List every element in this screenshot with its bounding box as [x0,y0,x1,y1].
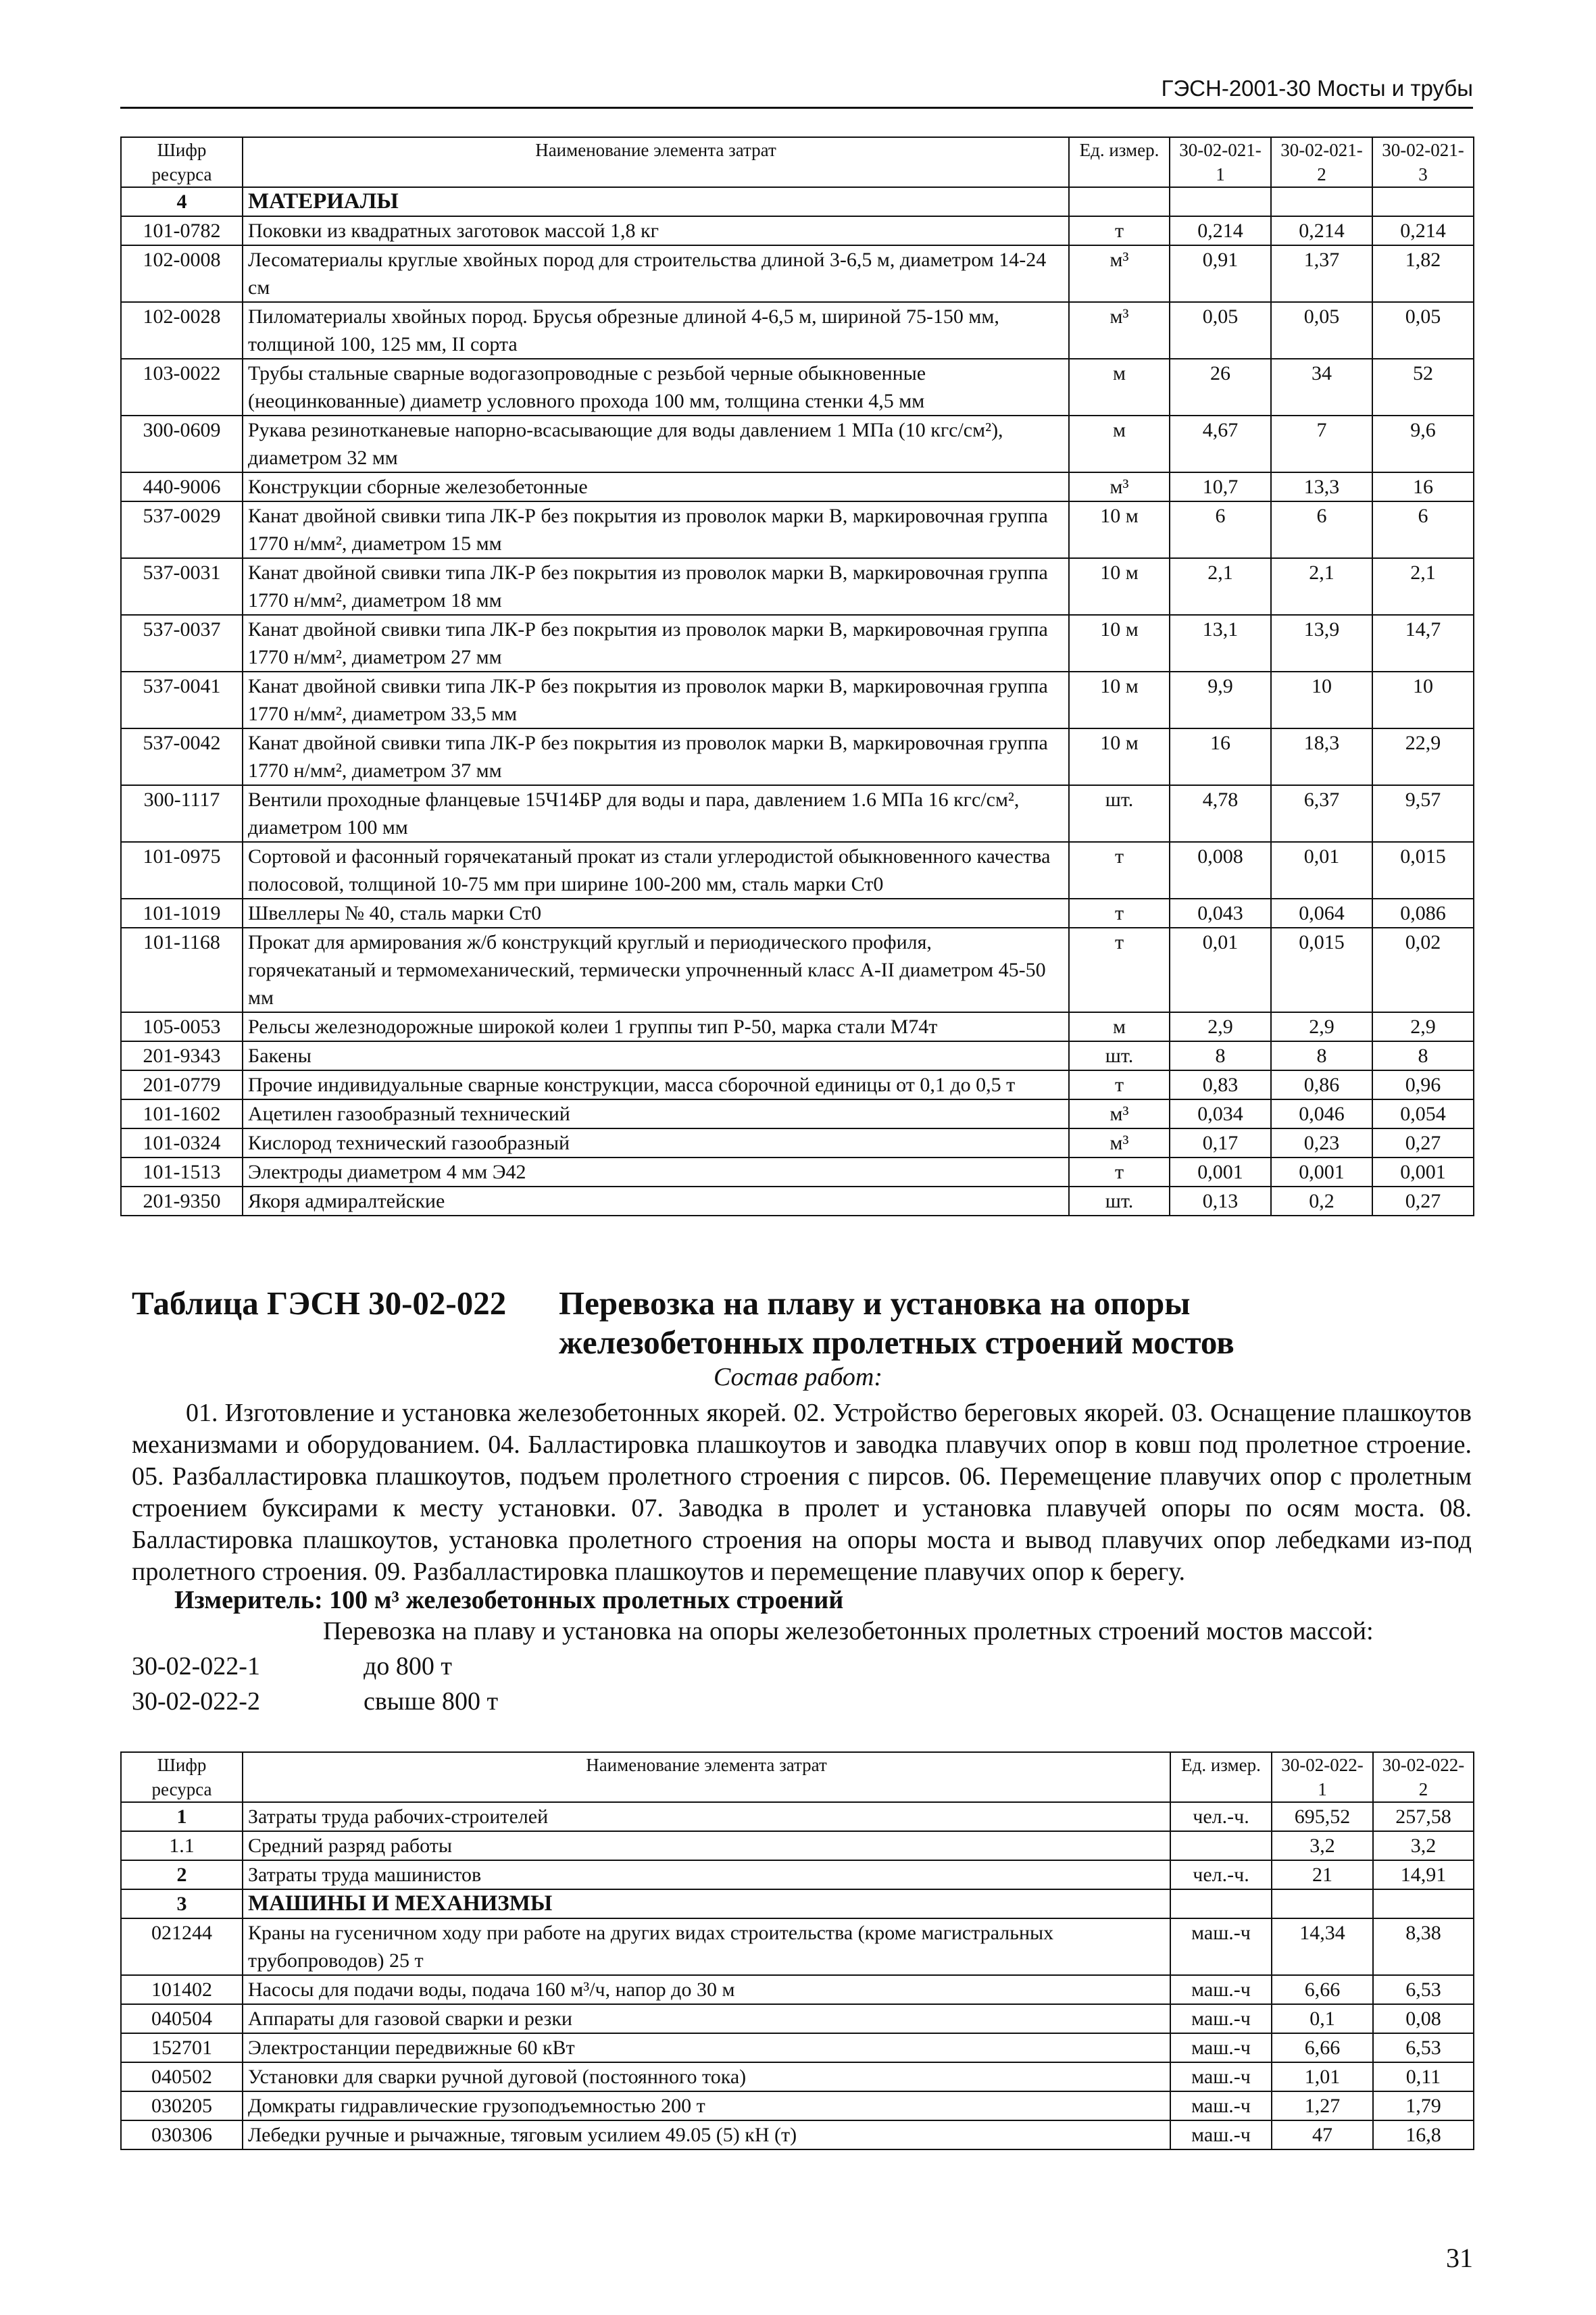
col-name-header: Наименование элемента затрат [243,1752,1170,1802]
cell-v1: 6 [1170,501,1271,558]
cell-name: Пиломатериалы хвойных пород. Брусья обрезные длиной 4-6,5 м, шириной 75-150 мм, толщиной 100, 125 мм, II сорта [243,302,1069,359]
cell-code: 101402 [121,1975,243,2004]
cell-v3: 0,086 [1372,899,1474,928]
cell-v2 [1271,187,1372,216]
cell-unit: шт. [1069,785,1170,842]
cell-name: Электроды диаметром 4 мм Э42 [243,1158,1069,1187]
page-number: 31 [1446,2243,1473,2273]
cell-name: Рельсы железнодорожные широкой колеи 1 группы тип Р-50, марка стали М74т [243,1012,1069,1041]
table-title: Перевозка на плаву и установка на опоры железобетонных пролетных строений мостов [559,1285,1235,1361]
cell-v2: 10 [1271,672,1372,728]
cell-code: 101-1513 [121,1158,243,1187]
cell-v2: 8,38 [1373,1918,1474,1975]
cell-code: 102-0028 [121,302,243,359]
cell-unit: маш.-ч [1170,2120,1272,2149]
cell-unit: т [1069,216,1170,245]
table-label: Таблица ГЭСН 30-02-022 [132,1285,507,1322]
cell-v1: 13,1 [1170,615,1271,672]
cell-unit: маш.-ч [1170,2062,1272,2091]
cell-v2: 0,015 [1271,928,1372,1012]
cell-unit: 10 м [1069,728,1170,785]
cell-code: 101-0324 [121,1128,243,1158]
cell-v2: 0,86 [1271,1070,1372,1099]
cell-name: Установки для сварки ручной дуговой (постоянного тока) [243,2062,1170,2091]
header-rule [120,107,1473,109]
cell-name: Вентили проходные фланцевые 15Ч14БР для воды и пара, давлением 1.6 МПа 16 кгс/см², диаметром 100 мм [243,785,1069,842]
cell-code: 040502 [121,2062,243,2091]
cell-v2: 0,05 [1271,302,1372,359]
cell-v1: 8 [1170,1041,1271,1070]
table-row [121,558,1474,615]
variant-code: 30-02-022-1 [132,1652,260,1681]
cell-v2: 0,064 [1271,899,1372,928]
variants-intro: Перевозка на плаву и установка на опоры железобетонных пролетных строений мостов массой: [323,1617,1374,1645]
cell-v3: 0,05 [1372,302,1474,359]
cell-name: Лебедки ручные и рычажные, тяговым усилием 49.05 (5) кН (т) [243,2120,1170,2149]
table-row [121,2033,1474,2062]
cell-v3: 2,1 [1372,558,1474,615]
cell-name: Канат двойной свивки типа ЛК-Р без покрытия из проволок марки В, маркировочная группа 1770 н/мм², диаметром 18 мм [243,558,1069,615]
cell-v2: 0,01 [1271,842,1372,899]
cell-v2: 0,11 [1373,2062,1474,2091]
cell-v1: 0,214 [1170,216,1271,245]
table-row [121,359,1474,416]
works-description: 01. Изготовление и установка железобетонных якорей. 02. Устройство береговых якорей. 03. Оснащение плашкоутов механизмами и оборудованием. 04. Балластировка плашкоутов и заводка плавучих опор в ковш под пролетное строение. 05. Разбалластировка плашкоутов, подъем пролетного строения с пирсов. 06. Перемещение плавучих опор с пролетным строением буксирами к месту установки. 07. Заводка в пролет и установка плавучей опоры по осям моста. 08. Балластировка плашкоутов, установка пролетного строения на опоры моста и вывод плавучих опор лебедками из-под пролетного строения. 09. Разбалластировка плашкоутов и перемещение плавучих опор к берегу. [132,1399,1472,1586]
cell-v1: 0,043 [1170,899,1271,928]
cell-code: 101-0975 [121,842,243,899]
cell-v3: 16 [1372,472,1474,501]
cell-v1: 47 [1272,2120,1373,2149]
cell-v3: 9,6 [1372,416,1474,472]
table-row [121,1012,1474,1041]
cell-unit [1170,1889,1272,1918]
table-row [121,1099,1474,1128]
cell-v2: 34 [1271,359,1372,416]
cell-v2: 16,8 [1373,2120,1474,2149]
cell-code: 101-1602 [121,1099,243,1128]
variant-code: 30-02-022-2 [132,1687,260,1716]
cell-code: 440-9006 [121,472,243,501]
col-v2-header: 30-02-021-2 [1271,137,1372,187]
cell-code: 2 [121,1860,243,1889]
cell-v2: 1,79 [1373,2091,1474,2120]
table-row [121,216,1474,245]
cell-unit: маш.-ч [1170,2033,1272,2062]
table-row [121,302,1474,359]
cell-v1: 2,1 [1170,558,1271,615]
table-row [121,1158,1474,1187]
cell-name: Средний разряд работы [243,1831,1170,1860]
cell-code: 201-9343 [121,1041,243,1070]
cell-v2: 18,3 [1271,728,1372,785]
col-unit-header: Ед. измер. [1069,137,1170,187]
cell-v3: 0,015 [1372,842,1474,899]
cell-v3 [1372,187,1474,216]
cell-v2: 0,08 [1373,2004,1474,2033]
cell-v3: 0,001 [1372,1158,1474,1187]
table-row [121,1860,1474,1889]
cell-v1: 0,1 [1272,2004,1373,2033]
section-row [121,187,1474,216]
resources-table [120,1751,1474,2150]
cell-code: 102-0008 [121,245,243,302]
table-header-row [121,137,1474,187]
measure-unit: Измеритель: 100 м³ железобетонных пролетных строений [174,1586,844,1614]
cell-v1 [1170,187,1271,216]
cell-v3: 0,02 [1372,928,1474,1012]
cell-code: 021244 [121,1918,243,1975]
cell-v1: 9,9 [1170,672,1271,728]
cell-code: 300-0609 [121,416,243,472]
cell-name: Канат двойной свивки типа ЛК-Р без покрытия из проволок марки В, маркировочная группа 1770 н/мм², диаметром 33,5 мм [243,672,1069,728]
table-row [121,2120,1474,2149]
table-header-row [121,1752,1474,1802]
col-name-header: Наименование элемента затрат [243,137,1069,187]
table-row [121,245,1474,302]
cell-code: 537-0037 [121,615,243,672]
table-row [121,1802,1474,1831]
cell-unit: чел.-ч. [1170,1802,1272,1831]
cell-name: Аппараты для газовой сварки и резки [243,2004,1170,2033]
cell-v2: 0,214 [1271,216,1372,245]
cell-unit: шт. [1069,1187,1170,1216]
section-row [121,1889,1474,1918]
variant-desc: свыше 800 т [364,1687,499,1716]
cell-code: 3 [121,1889,243,1918]
cell-unit: м³ [1069,1128,1170,1158]
table-row [121,1831,1474,1860]
cell-code: 4 [121,187,243,216]
cell-v2: 6,53 [1373,1975,1474,2004]
cell-v1: 0,01 [1170,928,1271,1012]
cell-code: 537-0041 [121,672,243,728]
cell-unit [1069,187,1170,216]
cell-name: МАШИНЫ И МЕХАНИЗМЫ [243,1889,1170,1918]
cell-unit: т [1069,899,1170,928]
table-row [121,2004,1474,2033]
materials-table [120,136,1474,1216]
cell-code: 537-0031 [121,558,243,615]
cell-v2: 0,2 [1271,1187,1372,1216]
cell-code: 030306 [121,2120,243,2149]
cell-v2: 8 [1271,1041,1372,1070]
col-v1-header: 30-02-022-1 [1272,1752,1373,1802]
cell-name: Домкраты гидравлические грузоподъемностью 200 т [243,2091,1170,2120]
cell-v3: 0,214 [1372,216,1474,245]
cell-v2: 13,9 [1271,615,1372,672]
cell-name: МАТЕРИАЛЫ [243,187,1069,216]
col-code-header: Шифр ресурса [121,137,243,187]
table-row [121,728,1474,785]
table-row [121,1918,1474,1975]
cell-v2: 7 [1271,416,1372,472]
cell-v3: 9,57 [1372,785,1474,842]
table-row [121,785,1474,842]
table-row [121,1041,1474,1070]
cell-code: 105-0053 [121,1012,243,1041]
variant-desc: до 800 т [364,1652,452,1681]
cell-name: Ацетилен газообразный технический [243,1099,1069,1128]
table-row [121,1070,1474,1099]
cell-v2: 13,3 [1271,472,1372,501]
cell-unit: шт. [1069,1041,1170,1070]
cell-v1: 21 [1272,1860,1373,1889]
cell-unit: маш.-ч [1170,2091,1272,2120]
cell-unit: м³ [1069,245,1170,302]
cell-unit [1170,1831,1272,1860]
cell-unit: 10 м [1069,615,1170,672]
cell-v2: 3,2 [1373,1831,1474,1860]
cell-code: 201-9350 [121,1187,243,1216]
table-row [121,2091,1474,2120]
cell-v3: 8 [1372,1041,1474,1070]
table-row [121,2062,1474,2091]
cell-unit: м³ [1069,472,1170,501]
cell-unit: маш.-ч [1170,1918,1272,1975]
cell-code: 101-1019 [121,899,243,928]
cell-v2 [1373,1889,1474,1918]
cell-unit: 10 м [1069,501,1170,558]
table-row [121,472,1474,501]
cell-v1: 4,67 [1170,416,1271,472]
col-v3-header: 30-02-021-3 [1372,137,1474,187]
cell-code: 1.1 [121,1831,243,1860]
cell-v1: 0,05 [1170,302,1271,359]
cell-code: 040504 [121,2004,243,2033]
cell-v2: 6,37 [1271,785,1372,842]
cell-v1: 6,66 [1272,2033,1373,2062]
cell-name: Конструкции сборные железобетонные [243,472,1069,501]
cell-name: Канат двойной свивки типа ЛК-Р без покрытия из проволок марки В, маркировочная группа 1770 н/мм², диаметром 27 мм [243,615,1069,672]
cell-v3: 0,054 [1372,1099,1474,1128]
cell-code: 103-0022 [121,359,243,416]
cell-v1: 0,83 [1170,1070,1271,1099]
cell-unit: т [1069,1070,1170,1099]
col-code-header: Шифр ресурса [121,1752,243,1802]
cell-unit: м [1069,416,1170,472]
cell-v1: 695,52 [1272,1802,1373,1831]
cell-v1: 0,13 [1170,1187,1271,1216]
cell-name: Затраты труда машинистов [243,1860,1170,1889]
table-row [121,416,1474,472]
cell-unit: маш.-ч [1170,2004,1272,2033]
cell-v1: 0,17 [1170,1128,1271,1158]
cell-v1: 10,7 [1170,472,1271,501]
table-row [121,1128,1474,1158]
cell-v3: 14,7 [1372,615,1474,672]
cell-unit: т [1069,1158,1170,1187]
cell-v1: 14,34 [1272,1918,1373,1975]
cell-v1: 1,27 [1272,2091,1373,2120]
cell-v3: 52 [1372,359,1474,416]
cell-v3: 2,9 [1372,1012,1474,1041]
cell-v1: 0,008 [1170,842,1271,899]
cell-v1: 0,001 [1170,1158,1271,1187]
cell-v3: 0,96 [1372,1070,1474,1099]
cell-code: 030205 [121,2091,243,2120]
cell-v1: 16 [1170,728,1271,785]
cell-v1: 1,01 [1272,2062,1373,2091]
cell-name: Сортовой и фасонный горячекатаный прокат из стали углеродистой обыкновенного качества полосовой, толщиной 10-75 мм при ширине 100-200 мм, сталь марки Ст0 [243,842,1069,899]
cell-name: Бакены [243,1041,1069,1070]
cell-v2: 14,91 [1373,1860,1474,1889]
cell-name: Лесоматериалы круглые хвойных пород для строительства длиной 3-6,5 м, диаметром 14-24 см [243,245,1069,302]
cell-v1: 6,66 [1272,1975,1373,2004]
cell-unit: чел.-ч. [1170,1860,1272,1889]
cell-v3: 22,9 [1372,728,1474,785]
cell-name: Швеллеры № 40, сталь марки Ст0 [243,899,1069,928]
cell-name: Канат двойной свивки типа ЛК-Р без покрытия из проволок марки В, маркировочная группа 1770 н/мм², диаметром 15 мм [243,501,1069,558]
cell-unit: маш.-ч [1170,1975,1272,2004]
cell-v3: 0,27 [1372,1128,1474,1158]
cell-unit: м [1069,359,1170,416]
cell-v1: 26 [1170,359,1271,416]
cell-name: Кислород технический газообразный [243,1128,1069,1158]
cell-name: Прокат для армирования ж/б конструкций круглый и периодического профиля, горячекатаный и термомеханический, термически упрочненный класс А-II диаметром 45-50 мм [243,928,1069,1012]
cell-v3: 10 [1372,672,1474,728]
col-v2-header: 30-02-022-2 [1373,1752,1474,1802]
table-row [121,1975,1474,2004]
table-row [121,899,1474,928]
cell-name: Рукава резинотканевые напорно-всасывающие для воды давлением 1 МПа (10 кгс/см²), диаметром 32 мм [243,416,1069,472]
table-row [121,501,1474,558]
cell-code: 101-1168 [121,928,243,1012]
cell-name: Затраты труда рабочих-строителей [243,1802,1170,1831]
col-unit-header: Ед. измер. [1170,1752,1272,1802]
cell-code: 1 [121,1802,243,1831]
table-row [121,928,1474,1012]
cell-name: Якоря адмиралтейские [243,1187,1069,1216]
cell-code: 537-0042 [121,728,243,785]
cell-v2: 1,37 [1271,245,1372,302]
works-heading: Состав работ: [713,1363,883,1391]
cell-v2: 0,23 [1271,1128,1372,1158]
cell-unit: м [1069,1012,1170,1041]
cell-v2: 2,1 [1271,558,1372,615]
table-row [121,672,1474,728]
cell-name: Прочие индивидуальные сварные конструкции, масса сборочной единицы от 0,1 до 0,5 т [243,1070,1069,1099]
cell-name: Краны на гусеничном ходу при работе на других видах строительства (кроме магистральных трубопроводов) 25 т [243,1918,1170,1975]
cell-v2: 0,001 [1271,1158,1372,1187]
cell-v1 [1272,1889,1373,1918]
cell-code: 201-0779 [121,1070,243,1099]
cell-unit: 10 м [1069,672,1170,728]
table-row [121,615,1474,672]
col-v1-header: 30-02-021-1 [1170,137,1271,187]
cell-name: Электростанции передвижные 60 кВт [243,2033,1170,2062]
cell-v1: 0,034 [1170,1099,1271,1128]
cell-v2: 6,53 [1373,2033,1474,2062]
cell-code: 300-1117 [121,785,243,842]
cell-v2: 6 [1271,501,1372,558]
table-row [121,842,1474,899]
cell-unit: м³ [1069,1099,1170,1128]
cell-unit: м³ [1069,302,1170,359]
cell-code: 101-0782 [121,216,243,245]
running-title: ГЭСН-2001-30 Мосты и трубы [1161,76,1473,101]
table-row [121,1187,1474,1216]
cell-v1: 4,78 [1170,785,1271,842]
cell-unit: т [1069,842,1170,899]
cell-name: Поковки из квадратных заготовок массой 1,8 кг [243,216,1069,245]
cell-v3: 6 [1372,501,1474,558]
cell-v1: 2,9 [1170,1012,1271,1041]
cell-v3: 1,82 [1372,245,1474,302]
cell-unit: 10 м [1069,558,1170,615]
cell-name: Канат двойной свивки типа ЛК-Р без покрытия из проволок марки В, маркировочная группа 1770 н/мм², диаметром 37 мм [243,728,1069,785]
cell-v2: 0,046 [1271,1099,1372,1128]
cell-code: 152701 [121,2033,243,2062]
cell-v1: 0,91 [1170,245,1271,302]
cell-v2: 2,9 [1271,1012,1372,1041]
cell-unit: т [1069,928,1170,1012]
cell-name: Трубы стальные сварные водогазопроводные с резьбой черные обыкновенные (неоцинкованные) диаметр условного прохода 100 мм, толщина стенки 4,5 мм [243,359,1069,416]
cell-v1: 3,2 [1272,1831,1373,1860]
cell-code: 537-0029 [121,501,243,558]
cell-name: Насосы для подачи воды, подача 160 м³/ч, напор до 30 м [243,1975,1170,2004]
cell-v3: 0,27 [1372,1187,1474,1216]
cell-v2: 257,58 [1373,1802,1474,1831]
